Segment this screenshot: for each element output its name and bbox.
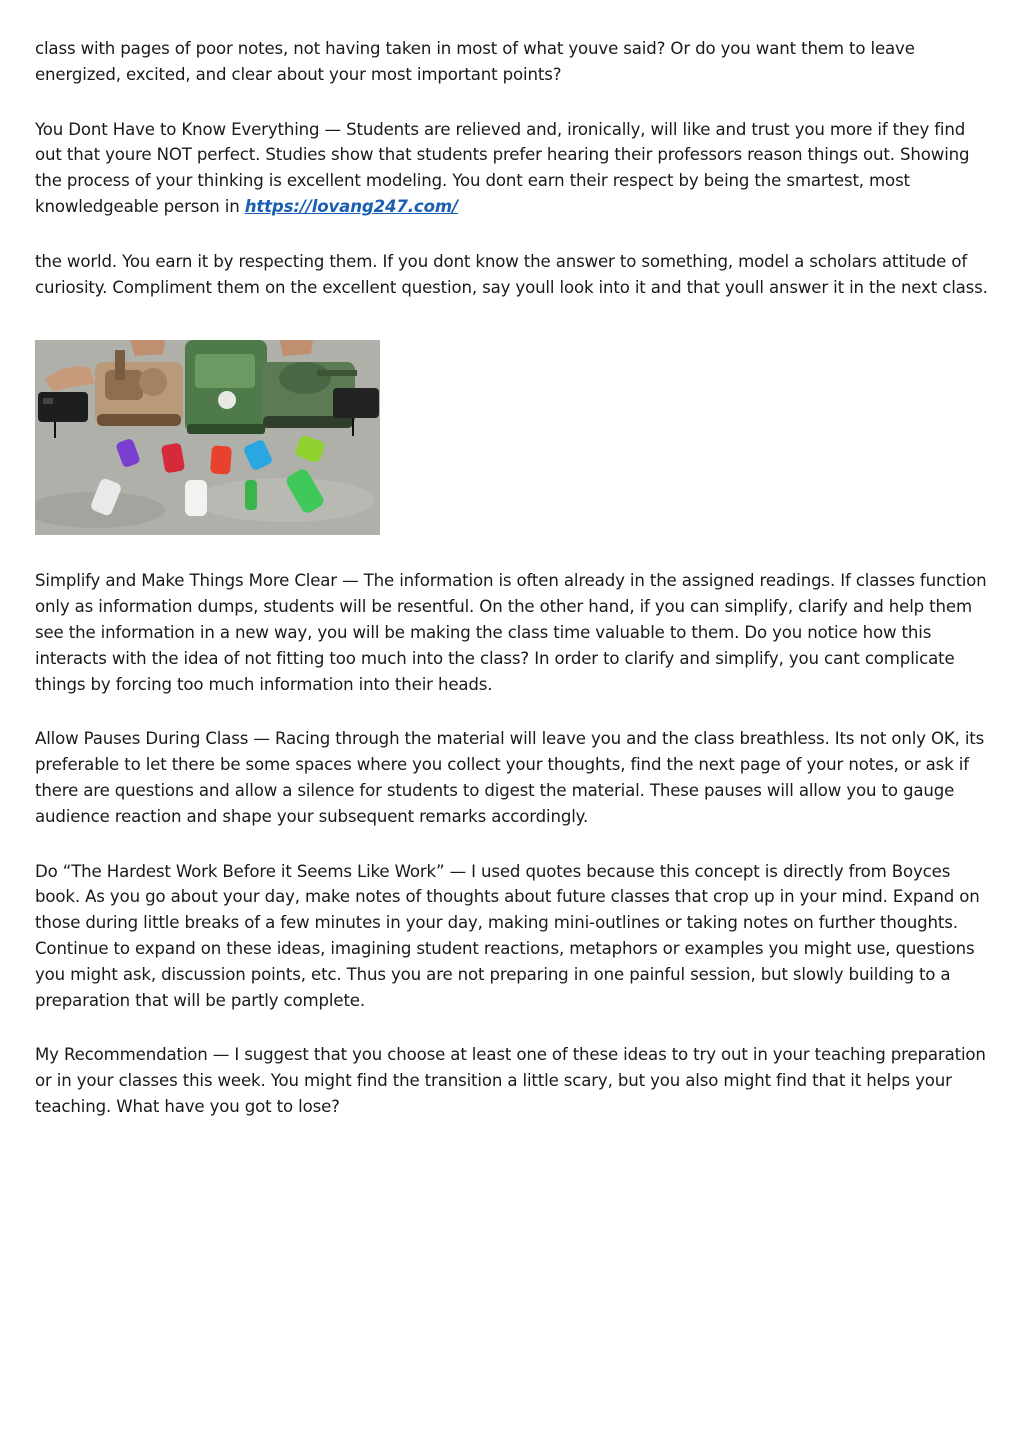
paragraph-simplify: Simplify and Make Things More Clear — The information is often already in the assigned readings. If classes function only as information dumps, students will be resentful. On the other hand, if you can simplify, clarify and help them see the information in a new way, you will be making the class time valuable to them. Do you notice how this interacts with the idea of not fitting too much into the class? In order to clarify and simplify, you cant complicate things by forcing too much information into their heads. [35,571,987,694]
paragraph-know-everything [35,117,995,220]
site-link[interactable]: https://lovang247.com/ [244,196,458,216]
truck-center [185,340,267,434]
paragraph-know-everything-text: You Dont Have to Know Everything — Students are relieved and, ironically, will like and trust you more if they find out that youre NOT perfect. Studies show that students prefer hearing their professors reason things out. Showing the process of your thinking is excellent modeling. You dont earn their respect by being the smartest, most knowledgeable person in [35,119,970,216]
paragraph-recommendation: My Recommendation — I suggest that you choose at least one of these ideas to try out in your teaching preparation or in your classes this week. You might find the transition a little scary, but you also might find that it helps your teaching. What have you got to lose? [35,1045,986,1116]
toy-vehicles-photo [35,340,380,535]
paragraph-hardest-work: Do “The Hardest Work Before it Seems Like Work” — I used quotes because this concept is directly from Boyces book. As you go about your day, make notes of thoughts about future classes that crop up in your mind. Expand on those during little breaks of a few minutes in your day, making mini-outlines or taking notes on further thoughts. Continue to expand on these ideas, imagining student reactions, metaphors or examples you might use, questions you might ask, discussion points, etc. Thus you are not preparing in one painful session, but slowly building to a preparation that will be partly complete. [35,861,980,1010]
paragraph-pauses: Allow Pauses During Class — Racing through the material will leave you and the class breathless. Its not only OK, its preferable to let there be some spaces where you collect your thoughts, find the next page of your notes, or ask if there are questions and allow a silence for students to digest the material. These pauses will allow you to gauge audience reaction and shape your subsequent remarks accordingly. [35,729,985,826]
document-page [35,36,995,1120]
paragraph-world: the world. You earn it by respecting them. If you dont know the answer to something, model a scholars attitude of curiosity. Compliment them on the excellent question, say youll look into it and that youll answer it in the next class. [35,251,988,297]
paragraph-intro: class with pages of poor notes, not having taken in most of what youve said? Or do you want them to leave energized, excited, and clear about your most important points? [35,39,915,84]
